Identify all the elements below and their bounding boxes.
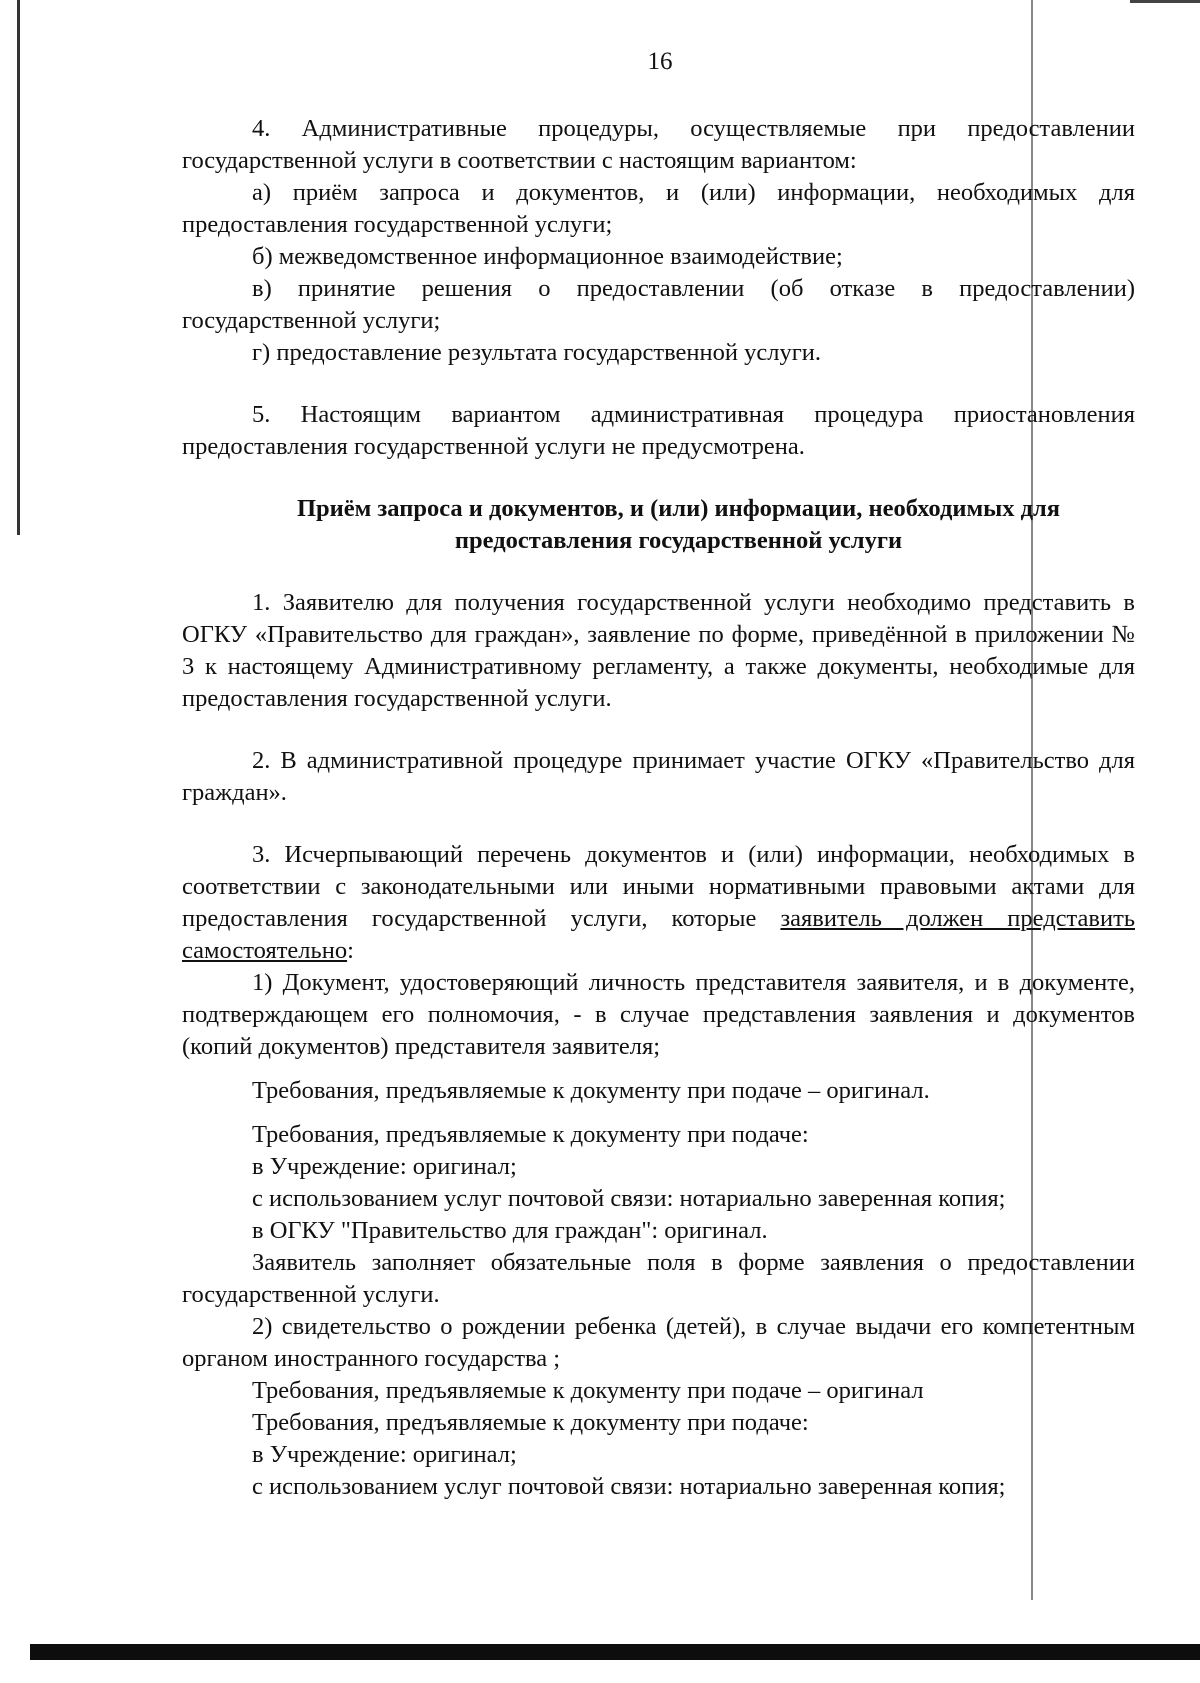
- step-3: [182, 839, 1135, 967]
- requirement-post-2: с использованием услуг почтовой связи: нотариально заверенная копия;: [252, 1473, 1006, 1500]
- spacer: [182, 715, 1135, 745]
- paragraph-5: 5. Настоящим вариантом административная процедура приостановления предоставления государственной услуги не предусмотрена.: [182, 401, 1135, 460]
- requirement-original-1: Требования, предъявляемые к документу при подаче – оригинал.: [252, 1077, 930, 1104]
- scan-artifact-top: [1130, 0, 1200, 3]
- scan-artifact-bottom: [30, 1644, 1200, 1660]
- spacer: [182, 1107, 1135, 1119]
- scan-artifact-left: [17, 0, 20, 535]
- paragraph-4a: а) приём запроса и документов, и (или) информации, необходимых для предоставления государственной услуги;: [182, 179, 1135, 238]
- step-3-underlined: заявитель должен представить самостоятельно: [182, 905, 1135, 964]
- step-2: 2. В административной процедуре принимает участие ОГКУ «Правительство для граждан».: [182, 747, 1135, 806]
- step-3-colon: :: [347, 937, 354, 964]
- page-number: 16: [647, 48, 673, 75]
- section-heading-line-1: Приём запроса и документов, и (или) информации, необходимых для: [296, 495, 1061, 522]
- requirement-header-1: Требования, предъявляемые к документу при подаче:: [252, 1121, 809, 1148]
- spacer: [182, 369, 1135, 399]
- paragraph-4-intro: 4. Административные процедуры, осуществляемые при предоставлении государственной услуги в соответствии с настоящим вариантом:: [182, 115, 1135, 174]
- requirement-post-1: с использованием услуг почтовой связи: нотариально заверенная копия;: [252, 1185, 1006, 1212]
- paragraph-4b: б) межведомственное информационное взаимодействие;: [252, 243, 843, 270]
- requirement-ogku-1: в ОГКУ "Правительство для граждан": оригинал.: [252, 1217, 768, 1244]
- spacer: [182, 557, 1135, 587]
- document-2: 2) свидетельство о рождении ребенка (детей), в случае выдачи его компетентным органом иностранного государства ;: [182, 1313, 1135, 1372]
- requirement-original-2: Требования, предъявляемые к документу при подаче – оригинал: [252, 1377, 924, 1404]
- section-heading-line-2: предоставления государственной услуги: [454, 527, 903, 554]
- requirement-institution-2: в Учреждение: оригинал;: [252, 1441, 517, 1468]
- spacer: [182, 1063, 1135, 1075]
- step-1: 1. Заявителю для получения государственной услуги необходимо представить в ОГКУ «Правительство для граждан», заявление по форме, приведённой в приложении № 3 к настоящему Административному регламенту, а также документы, необходимые для предоставления государственной услуги.: [182, 589, 1135, 712]
- document-1: 1) Документ, удостоверяющий личность представителя заявителя, и в документе, подтверждающем его полномочия, - в случае представления заявления и документов (копий документов) представителя заявителя;: [182, 969, 1135, 1060]
- paragraph-4g: г) предоставление результата государственной услуги.: [252, 339, 821, 366]
- step-3-text: 3. Исчерпывающий перечень документов и (или) информации, необходимых в соответствии с законодательными или иными нормативными правовыми актами для предоставления государственной услуги, которые: [182, 841, 1135, 932]
- document-body: [182, 113, 1135, 1503]
- spacer: [182, 809, 1135, 839]
- paragraph-4v: в) принятие решения о предоставлении (об отказе в предоставлении) государственной услуги;: [182, 275, 1135, 334]
- spacer: [182, 463, 1135, 493]
- requirement-institution-1: в Учреждение: оригинал;: [252, 1153, 517, 1180]
- requirement-header-2: Требования, предъявляемые к документу при подаче:: [252, 1409, 809, 1436]
- applicant-fills-form: Заявитель заполняет обязательные поля в форме заявления о предоставлении государственной услуги.: [182, 1249, 1135, 1308]
